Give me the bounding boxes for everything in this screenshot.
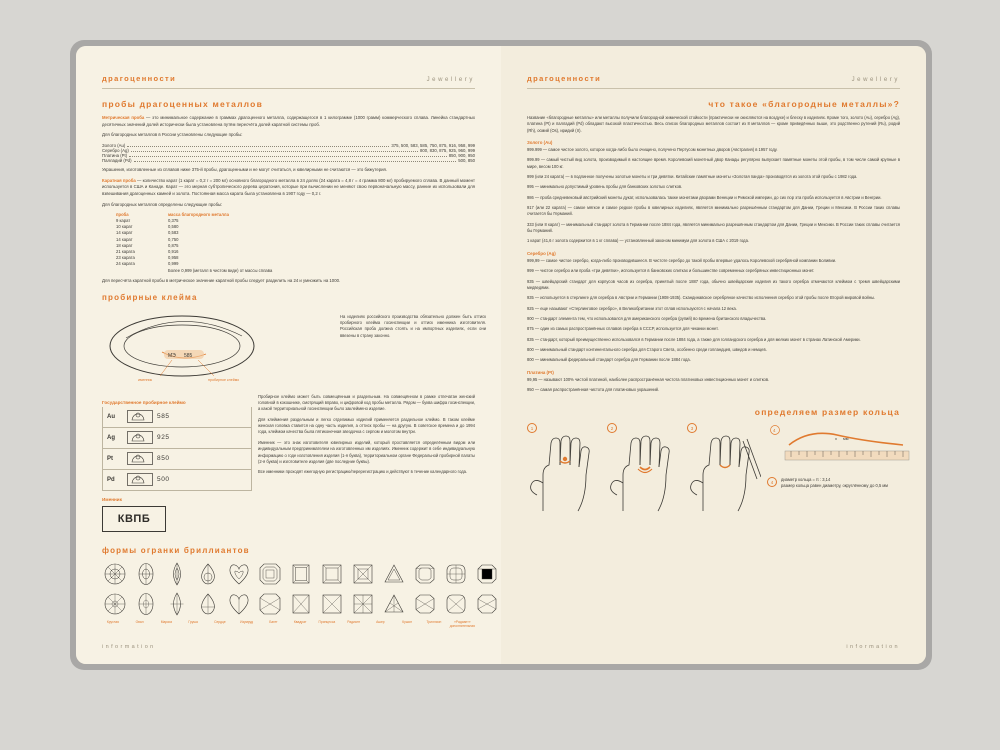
shape-baguette-icon	[288, 561, 314, 587]
gold-item: 999.99 — самый чистый вид золота, производимый в настоящее время. Королевский монетный двор Канады регулярно выпускает памятные монеты этой пробы, в том числе самой крупные в мире, весом 100 кг.	[527, 157, 900, 169]
hallmark-section	[102, 394, 475, 538]
hallmark-intro: На изделиях российского производства обязательно должен быть оттиск пробирного клейма госинспекции и оттиск именника изготовителя. Российская проба должна стоять и на импортных изделиях, если они ввезены в страну законно.	[340, 313, 486, 338]
metals-p2: Для благородных металлов в России установлены следующие пробы:	[102, 132, 243, 138]
carat-val: 0,916	[168, 248, 179, 254]
carat-key: 23 карата	[116, 254, 135, 260]
shape-label: Радиант	[347, 619, 361, 624]
metals-p5: Для благородных металлов определены следующие пробы:	[102, 201, 223, 207]
svg-text:МЭ: МЭ	[168, 352, 176, 359]
hallmark-symbol: Au	[107, 413, 115, 420]
dot-fill	[127, 146, 389, 147]
hallmark-row	[102, 470, 252, 491]
shape-marquise-pavilion-icon	[164, 591, 190, 617]
shape-label: Изумруд	[240, 619, 254, 624]
shape-cushion-pavilion-icon	[443, 591, 469, 617]
shape-label: Кушон	[402, 619, 413, 624]
gold-item: 917 (или 22 карата) — самое мягкое и самое редкое пробы в ювелирных изделиях, является минимально разрешённым стандартом для Дании, Греции и Мексики. В России таких сплавы считается бы Германий.	[527, 205, 900, 217]
imennik-title: Именник	[102, 496, 122, 502]
hand-illustration-3	[687, 435, 761, 513]
hallmark-number: 925	[157, 434, 170, 442]
hallmark-row	[102, 407, 252, 428]
kokoshnik-icon	[127, 410, 153, 423]
section-title-ring-size: определяем размер кольца	[754, 407, 900, 418]
gold-item: 995 — минимально допустимый уровень пробы для банковских золотых слитков.	[527, 184, 683, 190]
shape-princess-pavilion-icon	[350, 591, 376, 617]
metal-value: 800, 830, 875, 925, 960, 999	[420, 147, 475, 153]
shape-heart-pavilion-icon	[226, 591, 252, 617]
hallmark-list	[102, 394, 252, 538]
silver-item: 900 — стандарт элемента тем, что использовался для американского серебра (рупий) во времена британского владычества.	[527, 315, 767, 321]
shape-baguette-pavilion-icon	[288, 591, 314, 617]
shape-label: Груша	[188, 619, 198, 624]
hallmark-number: 500	[157, 476, 170, 484]
step-badge-3: 3	[687, 423, 697, 433]
hallmark-symbol: Pd	[107, 476, 115, 483]
shape-label: Квадрат	[293, 619, 307, 624]
ring-size-step-2	[607, 423, 681, 513]
left-header-en: Jewellery	[426, 77, 475, 83]
imennik-stamp: КВПБ	[102, 506, 166, 532]
carat-val: 0,958	[168, 254, 179, 260]
dot-fill	[129, 156, 447, 157]
right-page-header	[527, 74, 900, 89]
metal-label: Золото (Au)	[102, 142, 126, 148]
shape-emerald-pavilion-icon	[257, 591, 283, 617]
shape-asscher-icon	[474, 561, 500, 587]
shapes-row-1	[102, 561, 475, 587]
shape-triangle-pavilion-icon	[381, 591, 407, 617]
kokoshnik-icon	[127, 431, 153, 444]
hallmark-symbol: Ag	[107, 434, 115, 441]
shape-round-icon	[102, 561, 128, 587]
formula-title: диаметр кольца = π : 3,14	[781, 477, 831, 483]
section-title-hallmarks: пробирные клейма	[102, 292, 198, 302]
group-silver-title: Серебро (Ag)	[527, 250, 556, 256]
footer-right: information	[846, 644, 900, 650]
gold-item: 986 — проба средневековый австрийский монеты дукат, использовалась также монетами дворами Венеции и Римской империи, до сих пор эта проба используется в Австрии и Венгрии.	[527, 194, 882, 200]
metal-value: 850, 900, 950	[448, 152, 475, 158]
metal-label: Платина (Pt)	[102, 152, 128, 158]
shape-radiant-icon	[412, 561, 438, 587]
metal-row	[102, 158, 475, 163]
shape-square-pavilion-icon	[319, 591, 345, 617]
carat-key: 14 карат	[116, 230, 133, 236]
ring-size-steps	[527, 423, 900, 513]
svg-text:4: 4	[773, 428, 776, 434]
platinum-item: 99,95 — называют 100% чистой платиной, наиболее распространённая чистота платиновых инвестиционных монет и слитков.	[527, 376, 770, 382]
right-header-ru: драгоценности	[527, 74, 602, 83]
svg-text:мм: мм	[843, 436, 849, 442]
kokoshnik-icon	[127, 473, 153, 486]
ring-size-step-3	[687, 423, 761, 513]
metals-p3: Украшения, изготовленные из сплавов ниже 375-й пробы, драгоценными и не могут считаться, и ювелирными не считаются — это бижутерия.	[102, 166, 388, 172]
group-platinum-title: Платина (Pt)	[527, 369, 554, 375]
carat-sample-lead: Каратная проба	[102, 177, 136, 183]
section-title-metals: пробы драгоценных металлов	[102, 99, 263, 109]
metal-label: Палладий (Pd)	[102, 157, 132, 163]
silver-item: 935 — используется в стерлинге для серебра в Австрии и Германии (1908-1935). Скандинавское серебряное качество исполнения серебро этой пробы после Второй мировой войны.	[527, 295, 876, 301]
kokoshnik-icon	[127, 452, 153, 465]
carat-key: 18 карат	[116, 242, 133, 248]
ring-size-formula	[767, 477, 917, 489]
carat-table	[116, 212, 475, 274]
metals-p6: Для пересчёта каратной пробы в метрическое значение каратной пробы следует разделить на 24 и умножить на 1000.	[102, 278, 341, 284]
platinum-item: 950 — самая распространённая чистота для платиновых украшений.	[527, 386, 660, 392]
footer-left: information	[102, 644, 156, 650]
metals-p1-text: — это минимальное содержание в граммах драгоценного металла, содержащегося в 1 килограмме (1000 грамм) коммерческого сплава. Линейка стандартных десятичных значений долей исторически была установлена путём пересчёта долей каратной системы проб.	[102, 115, 475, 127]
carat-val: 0,999	[168, 260, 179, 266]
shape-label: Принцесса	[318, 619, 336, 624]
shape-label: Маркиз	[160, 619, 172, 624]
silver-item: 925 — еще называют «Стерлинговое серебро», в Великобритании этот сплав используются с начала 12 века.	[527, 305, 737, 311]
metal-value: 500, 850	[458, 157, 475, 163]
hallmark-p4: Именник — это знак изготовителя ювелирных изделий, который проставляется определённым видом или индивидуальным предпринимателем на изготовленных им изделиях. Именник содержит в себе индивидуальную информацию о годе изготовления изделия (1-я буква), территориальном органе Федеральной пробирной палаты (2-я буква) и изготовителе изделия (две последние буквы).	[258, 439, 475, 464]
carat-key: 9 карат	[116, 218, 131, 224]
carat-val: 0,750	[168, 236, 179, 242]
left-page	[76, 46, 501, 664]
silver-item: 835 — стандарт, который преимущественно использовался в Германии после 1884 года, а также для голландского серебра и для мелких монет в странах Латинской Америки.	[527, 336, 861, 342]
dot-fill	[134, 161, 457, 162]
silver-item: 800 — минимальный стандарт континентального серебра для Старого Света, особенно среди голландцев, шведов и немцев.	[527, 346, 767, 352]
section-title-shapes: формы огранки бриллиантов	[102, 545, 250, 555]
left-page-header	[102, 74, 475, 89]
metal-sample-list	[102, 143, 475, 163]
shape-label: Багет	[269, 619, 278, 624]
carat-key: 10 карат	[116, 224, 133, 230]
step-badge-2: 2	[607, 423, 617, 433]
gold-item: 333 (или 8 карат) — минимальный стандарт золота в Германии после 1884 года, является минимально разрешённым стандартом для Дании, Греции и Мексики. В России таких сплавы считается бы Германий.	[527, 221, 900, 234]
shape-label: Круглая	[106, 619, 119, 624]
hallmark-p3: Для клеймения раздельным и легко отделимых изделий применяется раздельное клеймо. В таком клейме женская головка ставится на одну часть изделия, а оттиск пробы — на другую. В советское времена и до 1994 года, клеймом качества была пятиконечная звездочка с серпом и молотом внутри.	[258, 416, 475, 435]
left-header-ru: драгоценности	[102, 74, 177, 83]
book-spread	[76, 46, 926, 664]
diamond-shapes-grid	[102, 561, 475, 629]
svg-text:пробирное клеймо: пробирное клеймо	[208, 377, 240, 382]
metals-p4	[102, 178, 475, 198]
hallmark-number: 850	[157, 455, 170, 463]
gold-item: 999 (или 24 карата) — в подлинное получены золотые монеты и три девятки. Китайские памятные монеты «Золотая панда» производятся из золота этой пробы с 1982 года.	[527, 174, 858, 180]
silver-item: 999,99 — самое чистое серебро, когда-либо производившееся. В чистоте серебро до такой пробы впервые удалось Королевской серебряной компании Боливии.	[527, 257, 837, 263]
carat-row	[116, 261, 475, 267]
shape-princess-icon	[350, 561, 376, 587]
silver-item: 999 — чистое серебро или проба «три девятки», используется в банковских слитках и большинстве современных серебряных инвестиционных монет.	[527, 268, 815, 274]
shape-label: «Радиант» дополнительная	[449, 619, 475, 628]
shape-square-icon	[319, 561, 345, 587]
hallmark-description	[258, 394, 475, 538]
carat-val: 0,580	[168, 224, 179, 230]
ring-drawing	[102, 308, 332, 384]
hand-illustration-2	[607, 435, 681, 513]
carat-col-proba: проба	[116, 212, 129, 218]
ring-size-step-1	[527, 423, 601, 513]
hallmark-number: 585	[157, 413, 170, 421]
metal-value: 375, 500, 583, 585, 750, 875, 916, 958, 999	[391, 142, 475, 148]
hallmark-row	[102, 428, 252, 449]
state-hallmark-title: Государственное пробирное клеймо	[102, 399, 186, 405]
carat-table-head	[116, 212, 475, 217]
group-gold-title: Золото (Au)	[527, 140, 553, 146]
carat-col-mass: масса благородного металла	[168, 212, 229, 218]
shape-radiant-pavilion-icon	[412, 591, 438, 617]
shape-pear-pavilion-icon	[195, 591, 221, 617]
dot-fill	[131, 151, 418, 152]
shape-triangle-icon	[381, 561, 407, 587]
metric-sample-lead: Метрическая проба	[102, 115, 145, 120]
metals-p1	[102, 115, 475, 128]
shape-labels	[102, 621, 475, 629]
hallmark-symbol: Pt	[107, 455, 113, 462]
shape-emerald-icon	[257, 561, 283, 587]
carat-key: 21 карата	[116, 248, 135, 254]
shape-pear-icon	[195, 561, 221, 587]
silver-item: 800 — минимальный федеральный стандарт серебра для Германии после 1884 года.	[527, 357, 691, 363]
shape-cushion-icon	[443, 561, 469, 587]
svg-text:x: x	[835, 436, 837, 442]
svg-text:585: 585	[184, 352, 193, 359]
ring-measure-panel	[767, 423, 917, 489]
gold-item: 1 карат (41,6 г золота содержится в 1 кг сплава) — установленный законом минимум для золота в США с 2019 года.	[527, 238, 749, 244]
hand-illustration-1	[527, 435, 601, 513]
silver-item: 935 — швейцарский стандарт для корпусов часов из серебра, принятый после 1887 года, обычно швейцарские изделия из такого серебра отмечаются клеймом с тремя швейцарскими медведями.	[527, 278, 900, 290]
ring-hallmark-illustration	[102, 308, 486, 386]
ruler-illustration	[767, 423, 917, 471]
shape-label: Триллион	[426, 619, 442, 624]
gold-item: 999.999 — самое чистое золото, которое когда-либо было очищено, получено Пертусом монетных дворов (Австралия) в 1957 году.	[527, 147, 778, 153]
precious-intro: Название «благородные металлы» или металлы получили благородной химической стойкости (практически не окисляются на воздухе) и блеску в изделиях. Кроме того, золото (Au), серебро (Ag), платина (Pt) и палладий (Pd) обладают высокой пластичностью. Весь список благородных металлов состоит из 8 металлов — кроме приведённых выше, это родственно рутений (Ru), родий (Rh), осмий (Os), иридий (Ir).	[527, 115, 900, 133]
carat-table-note: Более 0,999 (металл в чистом виде) от массы сплава	[168, 268, 273, 273]
shape-oval-icon	[133, 561, 159, 587]
shape-asscher-pavilion-icon	[474, 591, 500, 617]
shape-heart-icon	[226, 561, 252, 587]
formula-body	[781, 477, 888, 489]
hallmark-p5: Все именники проходят ежегодную регистрацию/перерегистрацию и действуют в течение календарного года.	[258, 469, 468, 475]
metal-label: Серебро (Ag)	[102, 147, 129, 153]
carat-val: 0,375	[168, 218, 179, 224]
hallmark-p2: Пробирное клеймо может быть совмещённым и раздельным. На совмещённом в рамке отпечатан женский головной в кокошнике, смотрящий вправо, и цифровой код пробы металла. Рядом — буква шифра госинспекции, а какой территориальной госинспекции было заклеймено изделие.	[258, 393, 475, 412]
silver-item: 875 — один из самых распространённых сплавов серебра в СССР, используется для чеканки монет.	[527, 326, 719, 332]
shape-round-pavilion-icon	[102, 591, 128, 617]
shapes-row-2	[102, 591, 475, 617]
section-title-precious: что такое «благородные металлы»?	[708, 99, 900, 109]
right-page	[501, 46, 926, 664]
carat-val: 0,583	[168, 230, 179, 236]
right-header-en: Jewellery	[851, 77, 900, 83]
step-badge-1: 1	[527, 423, 537, 433]
formula-text: размер кольца равен диаметру, округлённому до 0,5 мм	[781, 483, 888, 489]
carat-key: 14 карат	[116, 236, 133, 242]
shape-label: Ашер	[376, 619, 385, 624]
metals-p4-text: — количество карат (1 карат = 0,2 г = 200 мг) основного благородного металла в 24 долях (24 карата = 4,8 г = 4 грамма 800 мг) пробируемого сплава. В данный момент используется в США и Канаде. Карат — это мерная субтропического дерева цератония, которые при вычислении не меняют свою первоначальную массу, ранние их использовали для взвешивания драгоценных камней и золота. Постоянная масса карата была установлена в 1907 году — 0,2 г.	[102, 177, 476, 196]
svg-text:именник: именник	[138, 377, 153, 382]
shape-label: Овал	[135, 619, 144, 624]
carat-key: 24 карата	[116, 260, 135, 266]
shape-label: Сердце	[214, 619, 226, 624]
carat-val: 0,875	[168, 242, 179, 248]
shape-marquise-icon	[164, 561, 190, 587]
hallmark-row	[102, 449, 252, 470]
formula-badge: 4	[767, 477, 777, 487]
shape-oval-pavilion-icon	[133, 591, 159, 617]
